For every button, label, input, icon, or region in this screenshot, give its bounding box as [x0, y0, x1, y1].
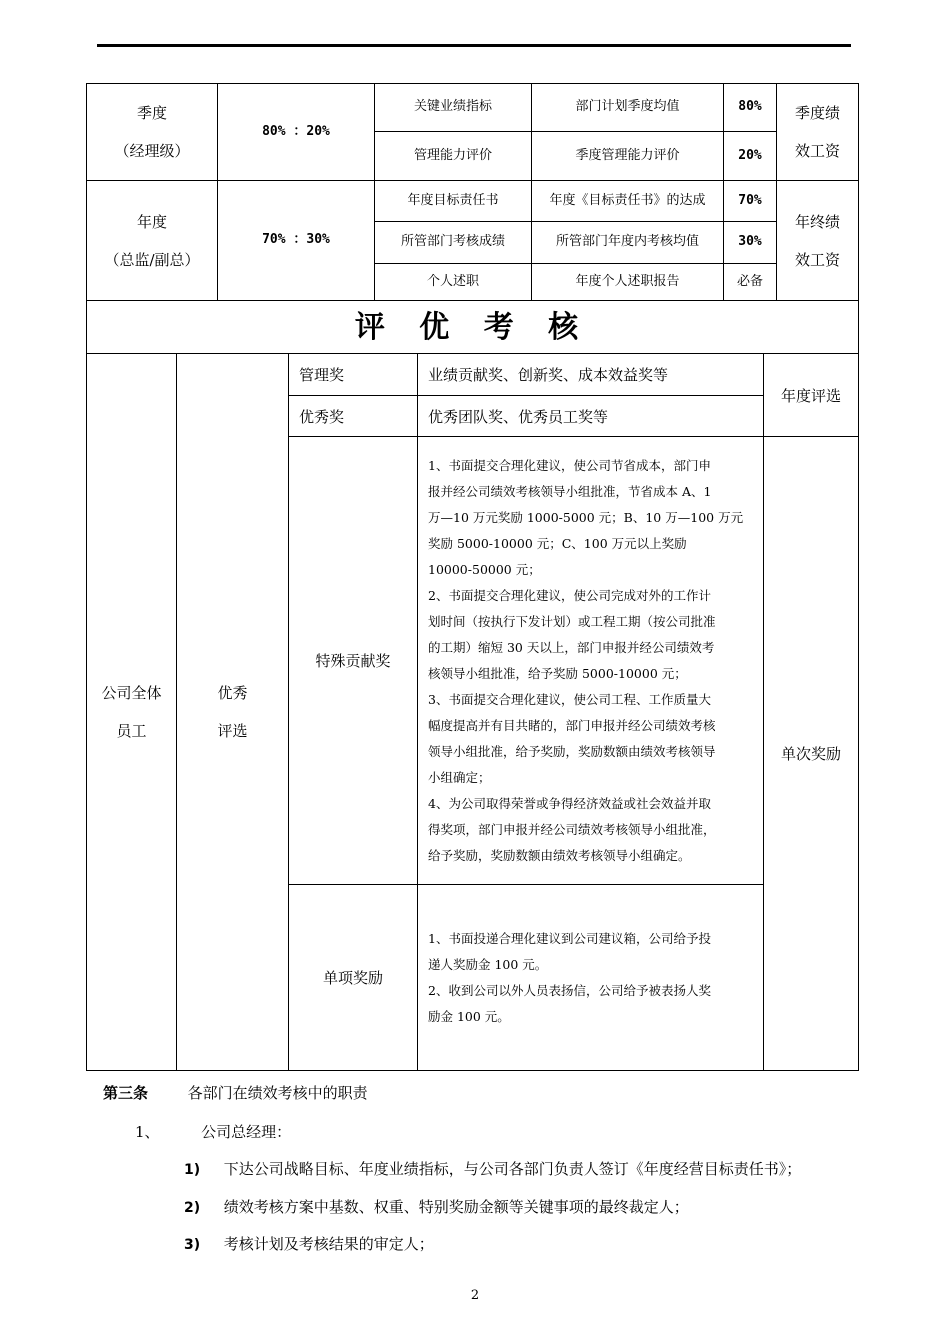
apply-line1: 年终绩: [794, 212, 840, 231]
item-basis-cell: 年度个人述职报告: [532, 264, 724, 301]
list-item-number: 1): [184, 1162, 201, 1178]
page-number: 2: [470, 1288, 480, 1303]
item-basis-cell: 年度《目标责任书》的达成: [532, 181, 724, 222]
desc-line: 10000-50000 元；: [428, 561, 541, 577]
apply-line1: 季度绩: [794, 104, 840, 122]
desc-line: 小组确定；: [428, 769, 491, 785]
item-name-cell: 所管部门考核成绩: [375, 222, 532, 264]
desc-line: 励金 100 元。: [428, 1008, 510, 1024]
award-desc-cell: 业绩贡献奖、创新奖、成本效益奖等: [418, 354, 764, 396]
period-sub-label: （总监/副总）: [104, 250, 200, 269]
item-weight-cell: 70%: [724, 181, 777, 222]
list-item-text: 绩效考核方案中基数、权重、特别奖励金额等关键事项的最终裁定人；: [223, 1198, 689, 1216]
desc-line: 报并经公司绩效考核领导小组批准，节省成本 A、1: [428, 483, 712, 499]
apply-line2: 效工资: [794, 142, 840, 160]
desc-line: 幅度提高并有目共睹的，部门申报并经公司绩效考核: [428, 717, 716, 733]
list-item: [184, 1196, 689, 1219]
item-name-cell: 个人述职: [375, 264, 532, 301]
section-title: 评 优 考 核: [87, 301, 859, 354]
period-sub-label: （经理级）: [114, 142, 190, 160]
item-weight-cell: 必备: [724, 264, 777, 301]
annual-label-cell: 年度评选: [764, 354, 859, 437]
single-award-desc: [418, 885, 764, 1071]
desc-line: 的工期）缩短 30 天以上，部门申报并经公司绩效考: [428, 639, 715, 655]
type-cell: [177, 354, 289, 1071]
article-heading: [103, 1082, 368, 1104]
single-label-cell: 单次奖励: [764, 437, 859, 1071]
target-line1: 公司全体: [101, 684, 162, 702]
subsection-heading: [135, 1121, 291, 1143]
type-line2: 评选: [217, 722, 248, 740]
desc-line: 划时间（按执行下发计划）或工程工期（按公司批准: [428, 613, 716, 629]
subsection-title: 公司总经理：: [201, 1123, 292, 1141]
desc-line: 4、为公司取得荣誉或争得经济效益或社会效益并取: [428, 795, 711, 811]
desc-line: 2、收到公司以外人员表扬信，公司给予被表扬人奖: [428, 982, 711, 998]
item-weight-cell: 80%: [724, 84, 777, 132]
desc-line: 给予奖励，奖励数额由绩效考核领导小组确定。: [428, 847, 691, 863]
award-name-cell: 管理奖: [289, 354, 418, 396]
article-label: 第三条: [103, 1084, 149, 1102]
apply-cell: [777, 181, 859, 301]
award-desc-cell: 优秀团队奖、优秀员工奖等: [418, 396, 764, 437]
desc-line: 2、书面提交合理化建议，使公司完成对外的工作计: [428, 587, 711, 603]
desc-line: 1、书面投递合理化建议到公司建议箱，公司给予投: [428, 930, 711, 946]
special-award-desc: [418, 437, 764, 885]
period-label: 季度: [136, 104, 167, 122]
item-weight-cell: 30%: [724, 222, 777, 264]
apply-cell: [777, 84, 859, 181]
type-line1: 优秀: [217, 684, 248, 702]
ratio-cell: 80% ：20%: [218, 84, 375, 181]
item-weight-cell: 20%: [724, 132, 777, 181]
desc-line: 奖励 5000-10000 元；C、100 万元以上奖励: [428, 535, 687, 551]
desc-line: 3、书面提交合理化建议，使公司工程、工作质量大: [428, 691, 711, 707]
ratio-cell: 70% ：30%: [218, 181, 375, 301]
desc-line: 万—10 万元奖励 1000-5000 元；B、10 万—100 万元: [428, 509, 744, 525]
target-line2: 员工: [116, 722, 147, 740]
item-name-cell: 管理能力评价: [375, 132, 532, 181]
award-name-cell: 优秀奖: [289, 396, 418, 437]
list-item-number: 2): [184, 1200, 201, 1216]
item-basis-cell: 部门计划季度均值: [532, 84, 724, 132]
apply-line2: 效工资: [794, 250, 840, 269]
desc-line: 得奖项，部门申报并经公司绩效考核领导小组批准，: [428, 821, 716, 837]
list-item-number: 3): [184, 1237, 201, 1253]
item-basis-cell: 季度管理能力评价: [532, 132, 724, 181]
award-table: [86, 353, 859, 1071]
item-name-cell: 关键业绩指标: [375, 84, 532, 132]
list-item: [184, 1233, 434, 1256]
list-item-text: 下达公司战略目标、年度业绩指标，与公司各部门负责人签订《年度经营目标责任书》；: [223, 1160, 802, 1178]
header-rule: [97, 44, 851, 47]
desc-line: 领导小组批准，给予奖励，奖励数额由绩效考核领导: [428, 743, 716, 759]
subsection-number: 1、: [135, 1123, 160, 1141]
period-cell: [87, 84, 218, 181]
list-item: [184, 1158, 801, 1181]
period-label: 年度: [136, 212, 167, 231]
period-cell: [87, 181, 218, 301]
single-award-name: 单项奖励: [289, 885, 418, 1071]
desc-line: 1、书面提交合理化建议，使公司节省成本，部门申: [428, 457, 711, 473]
desc-line: 递人奖励金 100 元。: [428, 956, 548, 972]
special-award-name: 特殊贡献奖: [289, 437, 418, 885]
assessment-table: [86, 83, 859, 354]
item-name-cell: 年度目标责任书: [375, 181, 532, 222]
desc-line: 核领导小组批准，给予奖励 5000-10000 元；: [428, 665, 687, 681]
article-title: 各部门在绩效考核中的职责: [187, 1084, 368, 1102]
item-basis-cell: 所管部门年度内考核均值: [532, 222, 724, 264]
target-cell: [87, 354, 177, 1071]
list-item-text: 考核计划及考核结果的审定人；: [223, 1235, 434, 1253]
